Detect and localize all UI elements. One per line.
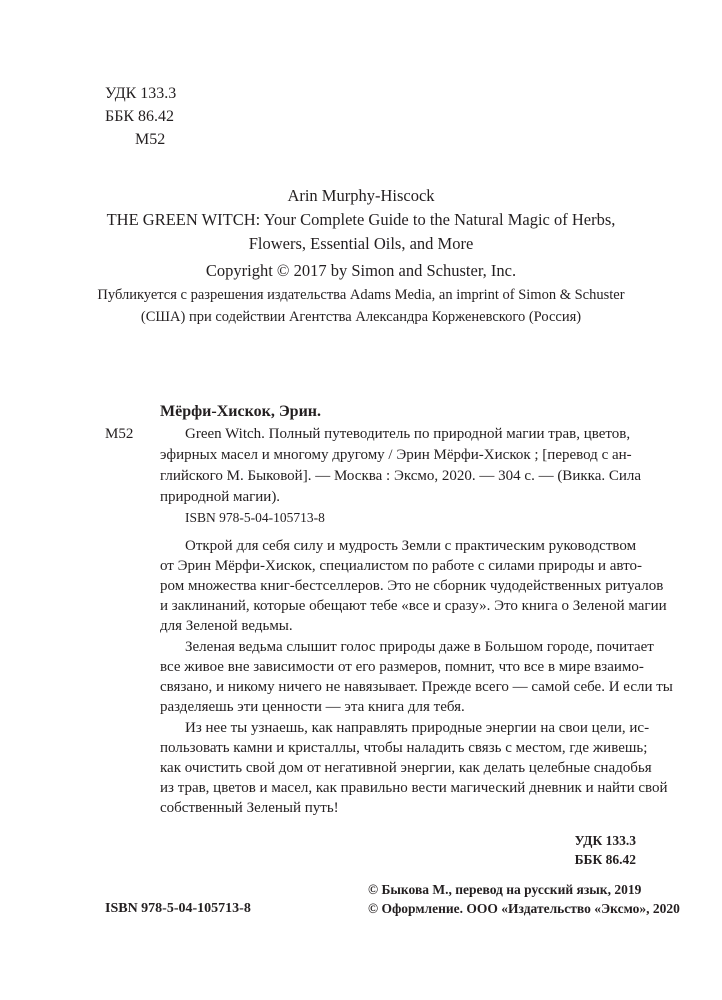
- annotation-line: все живое вне зависимости от его размеров, помнит, что все в мире взаимо-: [160, 659, 644, 675]
- original-title-line-2: Flowers, Essential Oils, and More: [248, 234, 474, 253]
- footer-bbk: ББК 86.42: [574, 852, 636, 867]
- translation-copyright: © Быкова М., перевод на русский язык, 2019: [368, 882, 642, 897]
- record-line: эфирных масел и многому другому / Эрин Мёрфи-Хискок ; [перевод с ан-: [160, 447, 632, 463]
- record-line: Green Witch. Полный путеводитель по природной магии трав, цветов,: [185, 426, 631, 442]
- annotation-line: из трав, цветов и масел, как правильно вести магический дневник и найти свой: [160, 780, 668, 796]
- annotation-line: Зеленая ведьма слышит голос природы даже в Большом городе, почитает: [185, 639, 654, 655]
- annotation-line: и заклинаний, которые обещают тебе «все и сразу». Это книга о Зеленой магии: [160, 598, 667, 614]
- copyright-notice: Copyright © 2017 by Simon and Schuster, Inc.: [205, 261, 517, 280]
- annotation-line: для Зеленой ведьмы.: [160, 618, 293, 634]
- record-mark: М52: [105, 426, 134, 442]
- rights-line-1: Публикуется с разрешения издательства Adams Media, an imprint of Simon & Schuster: [97, 287, 625, 303]
- record-line: природной магии).: [160, 489, 281, 505]
- annotation-line: пользовать камни и кристаллы, чтобы наладить связь с местом, где живешь;: [160, 740, 648, 756]
- rights-line-2: (США) при содействии Агентства Александра Корженевского (Россия): [140, 309, 582, 325]
- footer-udk: УДК 133.3: [574, 833, 636, 848]
- udk-code: УДК 133.3: [105, 85, 177, 102]
- annotation-line: связано, и никому ничего не навязывает. Прежде всего — самой себе. И если ты: [160, 679, 673, 695]
- annotation-line: как очистить свой дом от негативной энергии, как делать целебные снадобья: [160, 760, 652, 776]
- record-heading: Мёрфи-Хискок, Эрин.: [160, 403, 322, 420]
- author-mark: М52: [135, 131, 166, 148]
- annotation-line: разделяешь эти ценности — эта книга для тебя.: [160, 699, 465, 715]
- original-author: Arin Murphy-Hiscock: [287, 186, 435, 205]
- bbk-code: ББК 86.42: [105, 108, 175, 125]
- original-title-line-1: THE GREEN WITCH: Your Complete Guide to the Natural Magic of Herbs,: [106, 210, 616, 229]
- annotation-line: ром множества книг-бестселлеров. Это не сборник чудодейственных ритуалов: [160, 578, 664, 594]
- annotation-line: Из нее ты узнаешь, как направлять природные энергии на свои цели, ис-: [185, 720, 650, 736]
- record-line: глийского М. Быковой]. — Москва : Эксмо, 2020. — 304 с. — (Викка. Сила: [160, 468, 642, 484]
- footer-isbn: ISBN 978-5-04-105713-8: [105, 901, 251, 916]
- design-copyright: © Оформление. ООО «Издательство «Эксмо», 2020: [368, 901, 680, 916]
- annotation-line: от Эрин Мёрфи-Хискок, специалистом по работе с силами природы и авто-: [160, 558, 642, 574]
- record-isbn: ISBN 978-5-04-105713-8: [185, 510, 325, 525]
- annotation-line: собственный Зеленый путь!: [160, 800, 339, 816]
- annotation-line: Открой для себя силу и мудрость Земли с практическим руководством: [185, 538, 637, 554]
